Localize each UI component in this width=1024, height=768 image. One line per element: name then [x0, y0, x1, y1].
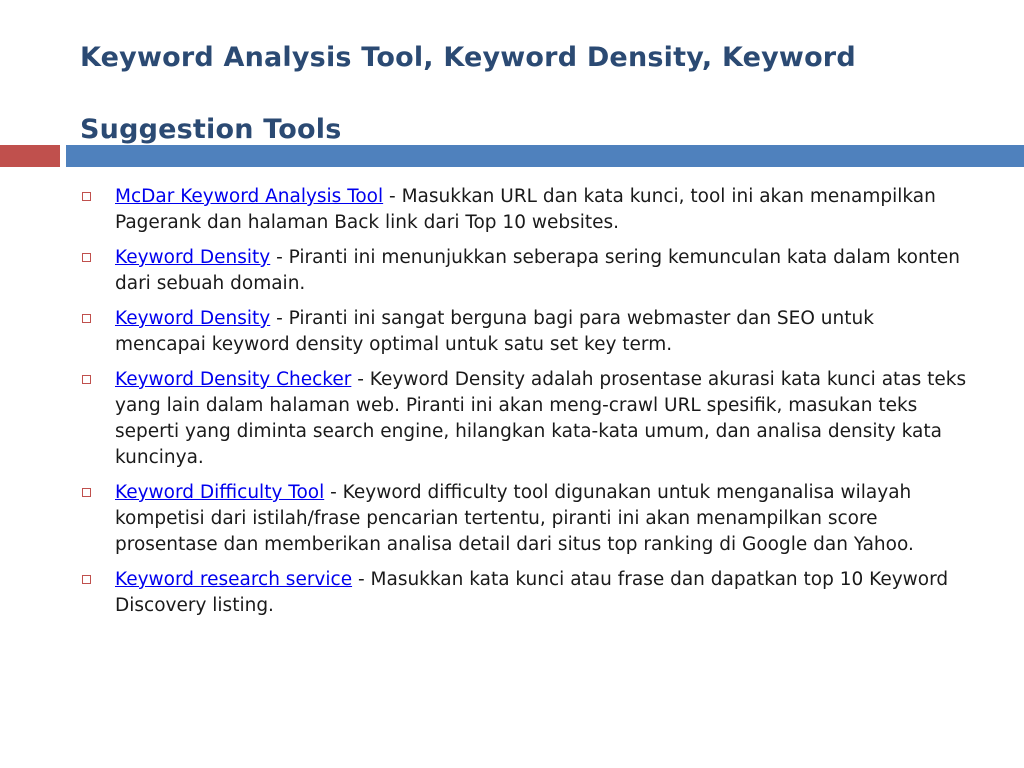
link-keyword-density[interactable]: Keyword Density [115, 247, 271, 268]
bullet-text: - Masukkan kata kunci atau frase dan dapatkan top 10 Keyword Discovery listing. [115, 569, 949, 616]
bullet-item-keyword-density-1 [80, 245, 970, 297]
link-keyword-research-service[interactable]: Keyword research service [115, 569, 353, 590]
link-keyword-density[interactable]: Keyword Density [115, 308, 271, 329]
bullet-text: - Masukkan URL dan kata kunci, tool ini akan menampilkan Pagerank dan halaman Back link dari Top 10 websites. [115, 186, 936, 233]
hollow-square-bullet-icon [82, 192, 91, 201]
bullet-list [80, 184, 970, 628]
bullet-item-mcdar [80, 184, 970, 236]
slide-title: Keyword Analysis Tool, Keyword Density, Keyword Suggestion Tools [80, 42, 856, 145]
bullet-text: - Keyword difficulty tool digunakan untuk menganalisa wilayah kompetisi dari istilah/frase pencarian tertentu, piranti ini akan menampilkan score prosentase dan memberikan analisa detail dari situs top ranking di Google dan Yahoo. [115, 482, 914, 555]
hollow-square-bullet-icon [82, 253, 91, 262]
hollow-square-bullet-icon [82, 575, 91, 584]
bullet-item-keyword-difficulty-tool [80, 480, 970, 558]
accent-bar-blue [66, 145, 1024, 167]
bullet-text: - Piranti ini sangat berguna bagi para webmaster dan SEO untuk mencapai keyword density optimal untuk satu set key term. [115, 308, 874, 355]
link-keyword-density-checker[interactable]: Keyword Density Checker [115, 369, 352, 390]
hollow-square-bullet-icon [82, 488, 91, 497]
link-keyword-difficulty-tool[interactable]: Keyword Difficulty Tool [115, 482, 325, 503]
bullet-item-keyword-research-service [80, 567, 970, 619]
accent-bar-red [0, 145, 60, 167]
bullet-item-keyword-density-checker [80, 367, 970, 471]
bullet-text: - Keyword Density adalah prosentase akurasi kata kunci atas teks yang lain dalam halaman web. Piranti ini akan meng-crawl URL spesifik, masukan teks seperti yang diminta search engine, hilangkan kata-kata umum, dan analisa density kata kuncinya. [115, 369, 967, 468]
link-mcdar-keyword-analysis-tool[interactable]: McDar Keyword Analysis Tool [115, 186, 384, 207]
bullet-item-keyword-density-2 [80, 306, 970, 358]
hollow-square-bullet-icon [82, 314, 91, 323]
hollow-square-bullet-icon [82, 375, 91, 384]
bullet-text: - Piranti ini menunjukkan seberapa sering kemunculan kata dalam konten dari sebuah domain. [115, 247, 961, 294]
